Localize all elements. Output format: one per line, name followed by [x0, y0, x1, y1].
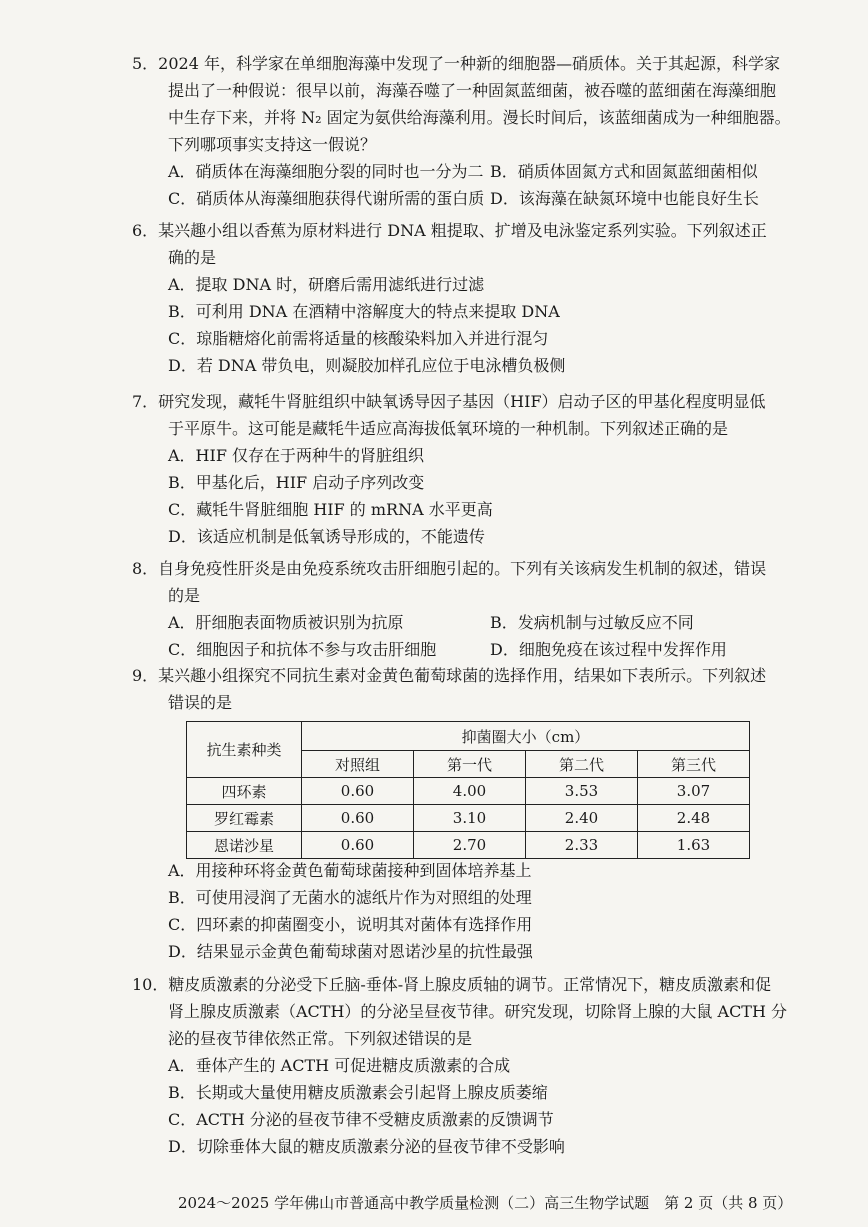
- q8-line-2: 的是: [168, 586, 201, 605]
- table-cell: 0.60: [302, 778, 414, 805]
- page-footer: 2024～2025 学年佛山市普通高中教学质量检测（二）高三生物学试题 第 2 页（共 8 页）: [178, 1194, 793, 1212]
- q10-option-d: D．切除垂体大鼠的糖皮质激素分泌的昼夜节律不受影响: [168, 1137, 565, 1156]
- table-col-header: 第一代: [414, 751, 526, 778]
- q7-option-d: D．该适应机制是低氧诱导形成的，不能遗传: [168, 527, 485, 546]
- q6-option-c: C．琼脂糖熔化前需将适量的核酸染料加入并进行混匀: [168, 329, 549, 348]
- table-cell: 3.10: [414, 805, 526, 832]
- table-cell: 3.07: [638, 778, 750, 805]
- question-7: [132, 388, 812, 550]
- table-group-header: 抑菌圈大小（cm）: [302, 722, 750, 751]
- question-6: [132, 217, 812, 379]
- q8-option-d: D．细胞免疫在该过程中发挥作用: [490, 640, 727, 659]
- question-9-options: [132, 857, 812, 965]
- q8-line-1: 8．自身免疫性肝炎是由免疫系统攻击肝细胞引起的。下列有关该病发生机制的叙述，错误: [132, 559, 767, 578]
- q6-option-b: B．可利用 DNA 在酒精中溶解度大的特点来提取 DNA: [168, 302, 560, 321]
- table-cell: 罗红霉素: [187, 805, 302, 832]
- q10-option-a: A．垂体产生的 ACTH 可促进糖皮质激素的合成: [168, 1056, 511, 1075]
- q7-line-1: 7．研究发现，藏牦牛肾脏组织中缺氧诱导因子基因（HIF）启动子区的甲基化程度明显低: [132, 392, 766, 411]
- q6-option-a: A．提取 DNA 时，研磨后需用滤纸进行过滤: [168, 275, 485, 294]
- q9-option-a: A．用接种环将金黄色葡萄球菌接种到固体培养基上: [168, 861, 532, 880]
- table-cell: 2.48: [638, 805, 750, 832]
- q10-line-3: 泌的昼夜节律依然正常。下列叙述错误的是: [168, 1029, 473, 1048]
- table-row: [187, 805, 750, 832]
- table-row-header: 抗生素种类: [187, 722, 302, 778]
- q5-option-c: C．硝质体从海藻细胞获得代谢所需的蛋白质: [168, 189, 485, 208]
- q8-option-c: C．细胞因子和抗体不参与攻击肝细胞: [168, 640, 437, 659]
- table-row: [187, 832, 750, 859]
- table-col-header: 第三代: [638, 751, 750, 778]
- question-5: [132, 50, 812, 212]
- table-cell: 3.53: [526, 778, 638, 805]
- table-cell: 2.40: [526, 805, 638, 832]
- q7-line-2: 于平原牛。这可能是藏牦牛适应高海拔低氧环境的一种机制。下列叙述正确的是: [168, 419, 729, 438]
- q5-line-3: 中生存下来，并将 N₂ 固定为氨供给海藻利用。漫长时间后，该蓝细菌成为一种细胞器。: [168, 108, 791, 127]
- q9-line-2: 错误的是: [168, 693, 233, 712]
- table-cell: 1.63: [638, 832, 750, 859]
- q8-option-b: B．发病机制与过敏反应不同: [490, 613, 694, 632]
- q6-line-1: 6．某兴趣小组以香蕉为原材料进行 DNA 粗提取、扩增及电泳鉴定系列实验。下列叙述正: [132, 221, 767, 240]
- antibiotic-table: [186, 721, 750, 859]
- q5-line-4: 下列哪项事实支持这一假说？: [168, 135, 377, 154]
- q6-line-2: 确的是: [168, 248, 217, 267]
- q5-line-2: 提出了一种假说：很早以前，海藻吞噬了一种固氮蓝细菌，被吞噬的蓝细菌在海藻细胞: [168, 81, 777, 100]
- table-cell: 0.60: [302, 805, 414, 832]
- q5-option-d: D．该海藻在缺氮环境中也能良好生长: [490, 189, 759, 208]
- q9-line-1: 9．某兴趣小组探究不同抗生素对金黄色葡萄球菌的选择作用，结果如下表所示。下列叙述: [132, 666, 767, 685]
- table-col-header: 对照组: [302, 751, 414, 778]
- q7-option-c: C．藏牦牛肾脏细胞 HIF 的 mRNA 水平更高: [168, 500, 493, 519]
- q9-option-c: C．四环素的抑菌圈变小，说明其对菌体有选择作用: [168, 915, 533, 934]
- table-col-header: 第二代: [526, 751, 638, 778]
- q7-option-a: A．HIF 仅存在于两种牛的肾脏组织: [168, 446, 425, 465]
- table-cell: 4.00: [414, 778, 526, 805]
- q9-option-b: B．可使用浸润了无菌水的滤纸片作为对照组的处理: [168, 888, 532, 907]
- q5-option-b: B．硝质体固氮方式和固氮蓝细菌相似: [490, 162, 758, 181]
- table-cell: 2.33: [526, 832, 638, 859]
- q5-line-1: 5．2024 年，科学家在单细胞海藻中发现了一种新的细胞器—硝质体。关于其起源，科学家: [132, 54, 780, 73]
- table-cell: 四环素: [187, 778, 302, 805]
- q10-line-1: 10．糖皮质激素的分泌受下丘脑-垂体-肾上腺皮质轴的调节。正常情况下，糖皮质激素和促: [132, 975, 772, 994]
- q9-option-d: D．结果显示金黄色葡萄球菌对恩诺沙星的抗性最强: [168, 942, 533, 961]
- q10-option-b: B．长期或大量使用糖皮质激素会引起肾上腺皮质萎缩: [168, 1083, 548, 1102]
- table-cell: 2.70: [414, 832, 526, 859]
- q5-option-a: A．硝质体在海藻细胞分裂的同时也一分为二: [168, 162, 484, 181]
- q10-option-c: C．ACTH 分泌的昼夜节律不受糖皮质激素的反馈调节: [168, 1110, 554, 1129]
- table-row: [187, 778, 750, 805]
- table-cell: 0.60: [302, 832, 414, 859]
- question-8: [132, 555, 812, 663]
- q7-option-b: B．甲基化后，HIF 启动子序列改变: [168, 473, 425, 492]
- q8-option-a: A．肝细胞表面物质被识别为抗原: [168, 613, 404, 632]
- question-10: [132, 971, 812, 1160]
- question-9: [132, 662, 812, 716]
- table-cell: 恩诺沙星: [187, 832, 302, 859]
- q6-option-d: D．若 DNA 带负电，则凝胶加样孔应位于电泳槽负极侧: [168, 356, 566, 375]
- q10-line-2: 肾上腺皮质激素（ACTH）的分泌呈昼夜节律。研究发现，切除肾上腺的大鼠 ACTH 分: [168, 1002, 788, 1021]
